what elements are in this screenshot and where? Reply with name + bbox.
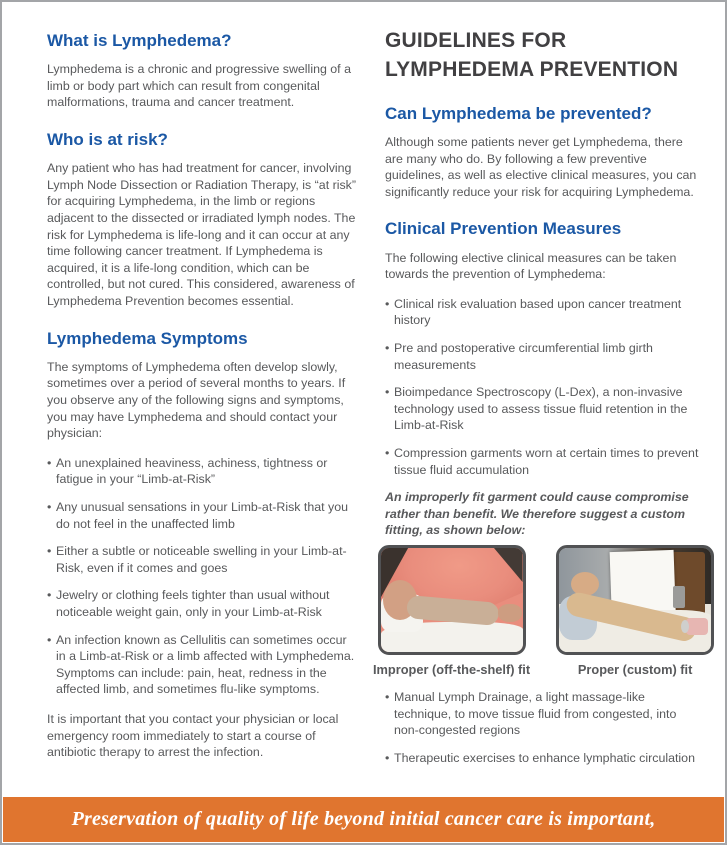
photo-art-pink-cuff [686, 618, 708, 635]
list-item: • Compression garments worn at certain times to prevent tissue fluid accumulation [385, 445, 700, 478]
heading-what-is-lymphedema: What is Lymphedema? [47, 31, 232, 50]
footer-quote: Preservation of quality of life beyond initial cancer care is important, [71, 808, 656, 830]
paragraph-symptoms-closing: It is important that you contact your physician or local emergency room immediately to start a course of antibiotic therapy to arrest the infection. [47, 711, 339, 760]
photo-proper-fit [556, 545, 714, 655]
clinical-bullet-list-continued [385, 689, 700, 766]
list-item: • Jewelry or clothing feels tighter than usual without noticeable weight gain, only in your Limb-at-Risk [47, 587, 357, 620]
right-column [373, 26, 700, 777]
fitting-photo-row [373, 545, 700, 677]
list-item: • An unexplained heaviness, achiness, tightness or fatigue in your “Limb-at-Risk” [47, 455, 357, 488]
paragraph-symptoms-intro: The symptoms of Lymphedema often develop slowly, sometimes over a period of several months to years. If you observe any of the following signs and symptoms, you may have Lymphedema and should contact your physician: [47, 359, 346, 441]
heading-who-is-at-risk: Who is at risk? [47, 130, 168, 150]
photo-art-metal-clip [673, 586, 685, 608]
caption-proper-fit: Proper (custom) fit [577, 661, 693, 677]
caption-improper-fit: Improper (off-the-shelf) fit [373, 661, 531, 677]
paragraph-can-be-prevented: Although some patients never get Lymphedema, there are many who do. By following a few preventive guidelines, as well as elective clinical measures, you can significantly reduce your risk for acquiring Lymphedema. [385, 135, 697, 199]
paragraph-clinical-intro: The following elective clinical measures can be taken towards the prevention of Lymphedema: [385, 250, 677, 282]
list-item: • Any unusual sensations in your Limb-at-Risk that you do not feel in the unaffected limb [47, 499, 357, 532]
note-improper-fit-warning: An improperly fit garment could cause compromise rather than benefit. We therefore suggest a custom fitting, as shown below: [385, 490, 689, 538]
heading-can-be-prevented: Can Lymphedema be prevented? [385, 103, 652, 123]
figure-improper-fit [373, 545, 530, 677]
list-item: • Either a subtle or noticeable swelling in your Limb-at-Risk, even if it comes and goes [47, 543, 357, 576]
list-item: • Manual Lymph Drainage, a light massage-like technique, to move tissue fluid from congested, into non-congested regions [385, 689, 700, 739]
list-item: • Clinical risk evaluation based upon cancer treatment history [385, 296, 700, 329]
footer-banner [3, 797, 724, 842]
paragraph-who-is-at-risk: Any patient who has had treatment for cancer, involving Lymph Node Dissection or Radiation Therapy, is “at risk” for acquiring Lymphedema, in the limb or regions adjacent to the dissected or irradiated lymph nodes. The risk for Lymphedema is life-long and it can occur at any time following cancer treatment. If Lymphedema is acquired, it is a life-long condition, which can be controlled, but not cured. This considered, awareness of Lymphedema Prevention becomes essential. [47, 161, 356, 309]
symptoms-bullet-list [47, 455, 357, 698]
page-title: GUIDELINES FOR LYMPHEDEMA PREVENTION [385, 29, 679, 82]
clinical-bullet-list [385, 296, 700, 478]
paragraph-what-is-lymphedema: Lymphedema is a chronic and progressive swelling of a limb or body part which can result from congenital malformations, trauma and cancer treatment. [47, 62, 351, 110]
list-item: • An infection known as Cellulitis can sometimes occur in a Limb-at-Risk or a limb affected with Lymphedema. Symptoms can include: pain, heat, redness in the affected limb, and sometimes flu-like symptoms. [47, 632, 357, 698]
heading-lymphedema-symptoms: Lymphedema Symptoms [47, 328, 248, 348]
figure-proper-fit [556, 545, 714, 677]
list-item: • Bioimpedance Spectroscopy (L-Dex), a non-invasive technology used to assess tissue fluid retention in the Limb-at-Risk [385, 384, 700, 434]
photo-art-hand [498, 604, 522, 622]
list-item: • Therapeutic exercises to enhance lymphatic circulation [385, 750, 700, 767]
left-column [47, 30, 357, 774]
list-item: • Pre and postoperative circumferential limb girth measurements [385, 340, 700, 373]
photo-improper-fit [378, 545, 526, 655]
heading-clinical-prevention-measures: Clinical Prevention Measures [385, 219, 622, 239]
